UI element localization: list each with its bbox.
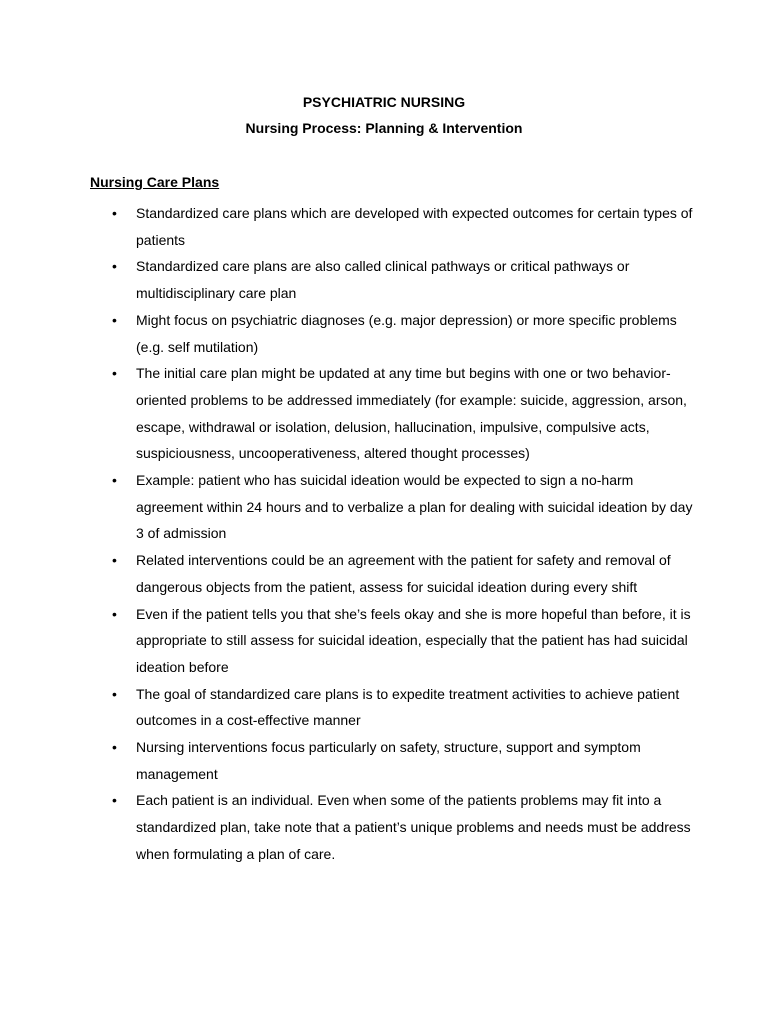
list-item-text: The initial care plan might be updated at any time but begins with one or two behavior-oriented problems to be addressed immediately (for example: suicide, aggression, arson, escape, withdrawal or isolation, delusion, hallucination, impulsive, compulsive acts, suspiciousness, uncooperativeness, altered thought processes)	[136, 365, 687, 462]
bullet-icon: •	[112, 739, 117, 756]
list-item-text: Nursing interventions focus particularly on safety, structure, support and symptom management	[136, 739, 641, 782]
list-item-text: Might focus on psychiatric diagnoses (e.g. major depression) or more specific problems (e.g. self mutilation)	[136, 311, 677, 355]
list-item	[0, 200, 696, 253]
list-item-text: Example: patient who has suicidal ideation would be expected to sign a no-harm agreement within 24 hours and to verbalize a plan for dealing with suicidal ideation by day 3 of admission	[136, 472, 693, 542]
list-item-text: The goal of standardized care plans is to expedite treatment activities to achieve patient outcomes in a cost-effective manner	[136, 685, 680, 729]
list-item	[0, 601, 696, 681]
list-item	[0, 681, 696, 734]
bullet-icon: •	[112, 258, 117, 275]
list-item	[0, 360, 696, 467]
bullet-icon: •	[112, 685, 117, 702]
bullet-icon: •	[112, 472, 117, 489]
list-item	[0, 547, 696, 600]
list-item-text: Standardized care plans which are developed with expected outcomes for certain types of patients	[136, 205, 693, 248]
bullet-icon: •	[112, 792, 117, 809]
bullet-icon: •	[112, 552, 117, 569]
bullet-icon: •	[112, 311, 117, 328]
list-item-text: Even if the patient tells you that she’s feels okay and she is more hopeful than before, it is appropriate to still assess for suicidal ideation, especially that the patient has had suicidal ideation before	[136, 605, 691, 675]
document-subtitle: Nursing Process: Planning & Intervention	[245, 120, 523, 136]
bullet-icon: •	[112, 605, 117, 622]
list-item	[0, 734, 696, 787]
list-item-text: Related interventions could be an agreement with the patient for safety and removal of dangerous objects from the patient, assess for suicidal ideation during every shift	[136, 552, 671, 595]
section-heading-nursing-care-plans: Nursing Care Plans	[90, 174, 220, 190]
list-item-text: Standardized care plans are also called clinical pathways or critical pathways or multidisciplinary care plan	[136, 258, 630, 302]
bullet-icon: •	[112, 365, 117, 382]
list-item	[0, 253, 696, 306]
document-title: PSYCHIATRIC NURSING	[302, 94, 466, 110]
list-item	[0, 787, 696, 867]
bullet-icon: •	[112, 205, 117, 221]
list-item	[0, 467, 696, 547]
care-plan-bullet-list	[0, 200, 768, 868]
list-item-text: Each patient is an individual. Even when some of the patients problems may fit into a standardized plan, take note that a patient’s unique problems and needs must be address when formulating a plan of care.	[136, 792, 691, 862]
list-item	[0, 307, 696, 360]
